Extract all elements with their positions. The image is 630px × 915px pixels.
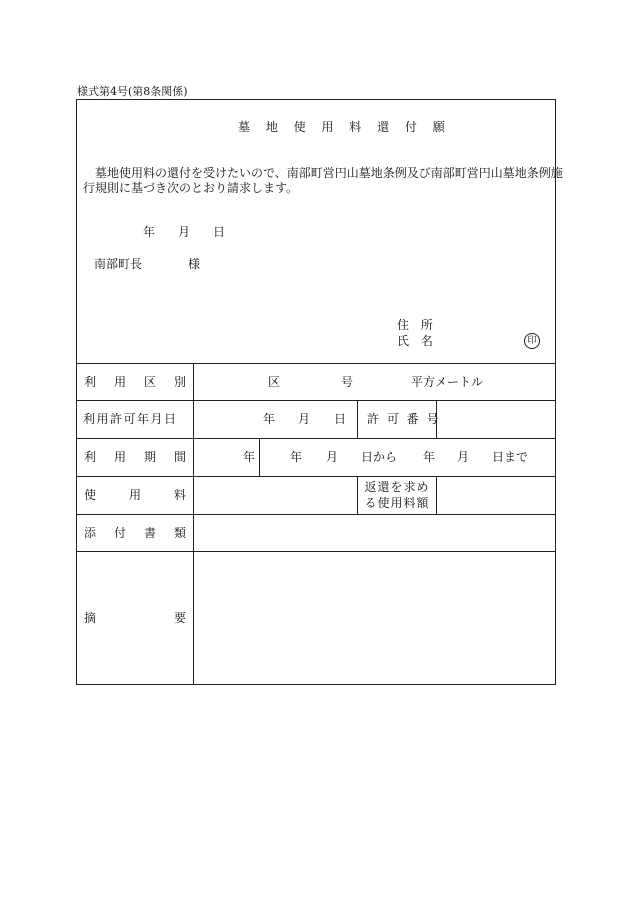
period-to-day: 日まで [492,450,529,464]
label-char: 用 [128,488,141,502]
date-month: 月 [178,225,191,239]
label-char: 摘 [84,611,97,625]
period-years: 年 [243,450,256,464]
label-char: 書 [143,526,156,540]
period-divider [259,438,260,477]
usage-section-label [84,376,186,388]
label-char: 要 [173,611,186,625]
refund-amount-label [358,479,436,511]
label-char: 用 [113,375,126,389]
period-label [84,451,186,463]
label-char: 区 [143,375,156,389]
row-line-6 [76,551,556,552]
name-label: 氏 名 [397,334,437,348]
attachments-label [84,527,186,539]
usage-area-unit: 平方メートル [411,375,484,389]
form-number: 様式第4号(第8条関係) [77,85,188,98]
label-char: 料 [173,488,186,502]
row-line-5 [76,514,556,515]
label-char: 用 [113,450,126,464]
label-char: 類 [173,526,186,540]
row-line-4 [76,476,556,477]
label-char: 期 [143,450,156,464]
label-char: 別 [173,375,186,389]
fee-divider-2 [436,476,437,515]
date-year: 年 [143,225,156,239]
permit-year: 年 [263,412,276,426]
remarks-label [84,612,186,624]
usage-ku: 区 [268,375,281,389]
permit-month: 月 [298,412,311,426]
usage-go: 号 [341,375,354,389]
form-title: 墓 地 使 用 料 還 付 願 [238,120,451,134]
addressee-name: 南部町長 [94,257,143,271]
refund-label-line-1: 返還を求め [364,480,430,494]
period-from-day: 日から [361,450,398,464]
label-char: 間 [173,450,186,464]
permit-number-label: 許 可 番 号 [367,412,441,426]
row-line-1 [76,363,556,364]
permit-day: 日 [334,412,347,426]
intro-line-1: 墓地使用料の還付を受けたいので、南部町営円山墓地条例及び南部町営円山墓地条例施 [95,166,563,180]
intro-line-2: 行規則に基づき次のとおり請求します。 [83,181,299,195]
period-from-year: 年 [290,450,303,464]
period-from-month: 月 [326,450,339,464]
row-line-3 [76,438,556,439]
date-day: 日 [213,225,226,239]
row-line-2 [76,400,556,401]
frame-top [76,99,556,100]
frame-bottom [76,684,556,685]
label-char: 利 [84,450,97,464]
period-to-month: 月 [457,450,470,464]
address-label: 住 所 [397,318,437,332]
frame-left [76,99,77,685]
addressee-honorific: 様 [188,257,201,271]
fee-label [84,489,186,501]
label-char: 添 [84,526,97,540]
seal-mark: 印 [524,333,540,349]
frame-right [555,99,556,685]
label-char: 付 [113,526,126,540]
period-to-year: 年 [423,450,436,464]
permit-date-label: 利用許可年月日 [83,412,178,426]
label-char: 利 [84,375,97,389]
refund-label-line-2: る使用料額 [364,496,430,510]
label-char: 使 [84,488,97,502]
label-column-divider [193,363,194,685]
permit-divider-1 [357,400,358,439]
